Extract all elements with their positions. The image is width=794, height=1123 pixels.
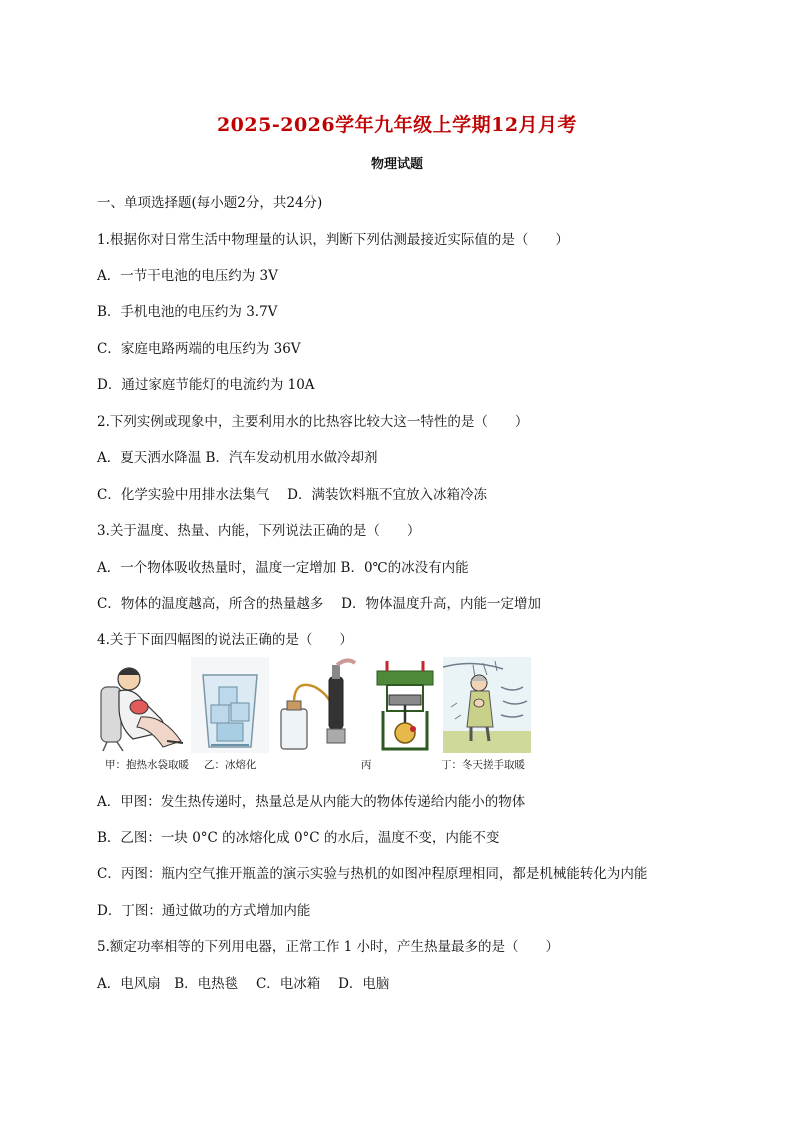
figure-ice-glass bbox=[191, 657, 269, 753]
figure-rubbing-hands bbox=[443, 657, 531, 753]
question-5-stem: 5.额定功率相等的下列用电器，正常工作 1 小时，产生热量最多的是（ ） bbox=[97, 939, 560, 955]
question-4-figure-captions bbox=[97, 757, 547, 775]
question-5-options: A．电风扇 B．电热毯 C．电冰箱 D．电脑 bbox=[97, 976, 390, 992]
caption-yi: 乙：冰熔化 bbox=[204, 759, 257, 771]
question-2-options-cd: C．化学实验中用排水法集气 D．满装饮料瓶不宜放入冰箱冷冻 bbox=[97, 487, 487, 503]
question-2-options-ab: A．夏天洒水降温 B．汽车发动机用水做冷却剂 bbox=[97, 450, 378, 466]
question-4-option-c: C．丙图：瓶内空气推开瓶盖的演示实验与热机的如图冲程原理相同，都是机械能转化为内能 bbox=[97, 866, 648, 882]
figure-engine-stroke bbox=[373, 657, 437, 753]
question-1-option-d: D．通过家庭节能灯的电流约为 10A bbox=[97, 377, 315, 393]
question-4-option-b: B．乙图：一块 0°C 的冰熔化成 0°C 的水后，温度不变，内能不变 bbox=[97, 830, 500, 846]
question-4-option-a: A．甲图：发生热传递时，热量总是从内能大的物体传递给内能小的物体 bbox=[97, 794, 526, 810]
question-1-option-c: C．家庭电路两端的电压约为 36V bbox=[97, 341, 301, 357]
question-4-option-d: D．丁图：通过做功的方式增加内能 bbox=[97, 903, 311, 919]
figure-hot-water-bag bbox=[97, 657, 185, 753]
question-4-stem: 4.关于下面四幅图的说法正确的是（ ） bbox=[97, 632, 353, 648]
question-2-stem: 2.下列实例或现象中，主要利用水的比热容比较大这一特性的是（ ） bbox=[97, 414, 529, 430]
exam-title: 2025-2026学年九年级上学期12月月考 bbox=[216, 114, 578, 136]
section-heading: 一、单项选择题(每小题2分，共24分) bbox=[97, 195, 323, 211]
question-1-option-a: A．一节干电池的电压约为 3V bbox=[97, 268, 278, 284]
question-3-stem: 3.关于温度、热量、内能，下列说法正确的是（ ） bbox=[97, 523, 421, 539]
caption-ding: 丁：冬天搓手取暖 bbox=[441, 759, 525, 771]
question-3-options-ab: A．一个物体吸收热量时，温度一定增加 B．0℃的冰没有内能 bbox=[97, 560, 469, 576]
question-1-option-b: B．手机电池的电压约为 3.7V bbox=[97, 304, 278, 320]
question-1-stem: 1.根据你对日常生活中物理量的认识，判断下列估测最接近实际值的是（ ） bbox=[97, 232, 569, 248]
exam-subtitle: 物理试题 bbox=[370, 157, 423, 172]
figure-bottle-pump bbox=[275, 657, 365, 753]
question-3-options-cd: C．物体的温度越高，所含的热量越多 D．物体温度升高，内能一定增加 bbox=[97, 596, 541, 612]
question-4-figures bbox=[97, 657, 537, 757]
caption-bing: 丙 bbox=[361, 759, 372, 771]
caption-jia: 甲：抱热水袋取暖 bbox=[105, 759, 189, 771]
